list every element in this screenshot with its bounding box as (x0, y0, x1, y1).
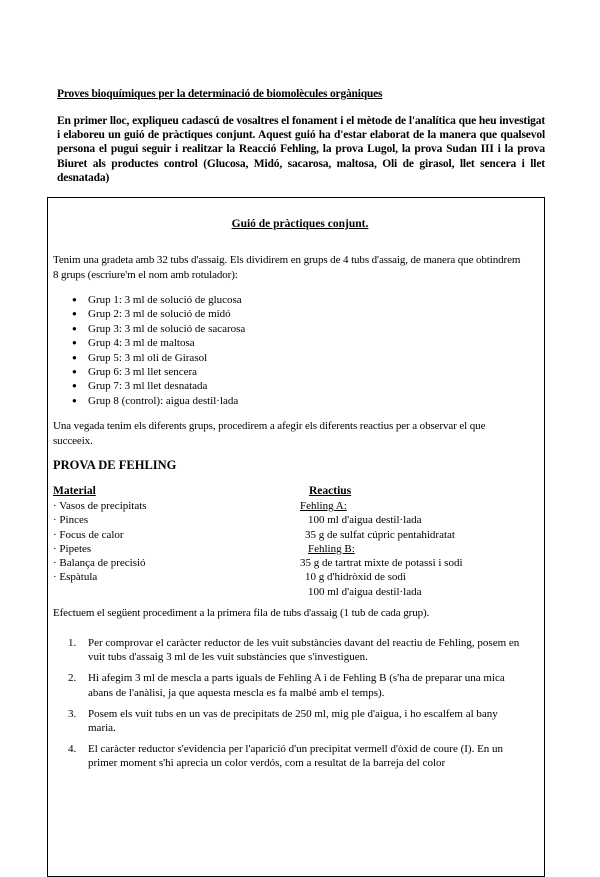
list-item: 100 ml d'aigua destil·lada (308, 514, 422, 527)
list-item (68, 671, 520, 700)
list-item: ● Grup 2: 3 ml de solució de midó (72, 307, 245, 321)
list-item: · Vasos de precipitats (53, 500, 147, 512)
list-item: 100 ml d'aigua destil·lada (308, 585, 422, 598)
list-item: 35 g de tartrat mixte de potassi i sodi (300, 557, 463, 570)
step-number: 1. (68, 637, 77, 649)
guide-title: Guió de pràctiques conjunt. (231, 218, 369, 230)
procedure-steps (68, 636, 520, 777)
list-item: ● Grup 7: 3 ml llet desnatada (72, 379, 245, 393)
reactius-heading: Reactius (309, 485, 352, 497)
list-item (68, 707, 520, 736)
list-item: · Espàtula (53, 571, 98, 584)
group-list (72, 293, 245, 408)
list-item: ● Grup 3: 3 ml de solució de sacarosa (72, 322, 245, 336)
step-text: Per comprovar el caràcter reductor de les vuit substàncies davant del reactiu de Fehling, posem en vuit tubs d'assaig 3 ml de les vuit substàncies que s'investiguen. (88, 637, 520, 664)
document-title: Proves bioquímiques per la determinació de biomolècules orgàniques (57, 88, 383, 100)
list-item: · Focus de calor (53, 528, 124, 541)
list-item (68, 742, 520, 771)
list-item: ● Grup 5: 3 ml oli de Girasol (72, 351, 245, 365)
material-list (53, 499, 147, 585)
list-item: 35 g de sulfat cúpric pentahidratat (305, 528, 455, 541)
step-number: 3. (68, 707, 77, 720)
fehling-b-heading: Fehling B: (308, 542, 355, 555)
step-number: 4. (68, 742, 77, 755)
list-item: · Balança de precisió (53, 557, 146, 570)
list-item: ● Grup 8 (control): aigua destil·lada (72, 394, 245, 408)
fehling-a-heading: Fehling A: (300, 500, 347, 512)
fehling-section-title: PROVA DE FEHLING (53, 458, 177, 472)
tubes-paragraph: Tenim una gradeta amb 32 tubs d'assaig. Els dividirem en grups de 4 tubs d'assaig, de manera que obtindrem 8 grups (escriure'm el nom amb rotulador): (53, 254, 521, 281)
reagents-paragraph: Una vegada tenim els diferents grups, procedirem a afegir els diferents reactius per a observar el que succeeix. (53, 420, 486, 447)
reactius-list (300, 499, 463, 599)
list-item (68, 636, 520, 665)
step-text: El caràcter reductor s'evidencia per l'aparició d'un precipitat vermell d'òxid de coure (I). En un primer moment s'hi aprecia un color verdós, com a resultat de la barreja del color (88, 742, 504, 770)
step-number: 2. (68, 672, 77, 685)
material-heading: Material (53, 485, 96, 497)
intro-paragraph: En primer lloc, expliqueu cadascú de vosaltres el fonament i el mètode de l'analítica que heu investigat i elaboreu un guió de pràctiques conjunt. Aquest guió ha d'estar elaborat de la manera que qualsevol persona el pugui seguir i realitzar la Reacció Fehling, la prova Lugol, la prova Sudan III i la prova Biuret als productes control (Glucosa, Midó, sacarosa, maltosa, Oli de girasol, llet sencera i llet desnatada) (57, 115, 545, 184)
list-item: ● Grup 1: 3 ml de solució de glucosa (72, 293, 245, 307)
list-item: ● Grup 4: 3 ml de maltosa (72, 336, 245, 350)
procedure-intro: Efectuem el següent procediment a la primera fila de tubs d'assaig (1 tub de cada grup). (53, 607, 430, 619)
list-item: ● Grup 6: 3 ml llet sencera (72, 365, 245, 379)
list-item: 10 g d'hidròxid de sodi (305, 571, 406, 584)
step-text: Posem els vuit tubs en un vas de precipitats de 250 ml, mig ple d'aigua, i ho escalfem al bany maria. (88, 707, 498, 735)
list-item: · Pinces (53, 514, 89, 527)
list-item: · Pipetes (53, 542, 92, 555)
step-text: Hi afegim 3 ml de mescla a parts iguals de Fehling A i de Fehling B (s'ha de preparar una mica abans de l'anàlisi, ja que aquesta mescla es fa malbé amb el temps). (88, 672, 505, 699)
